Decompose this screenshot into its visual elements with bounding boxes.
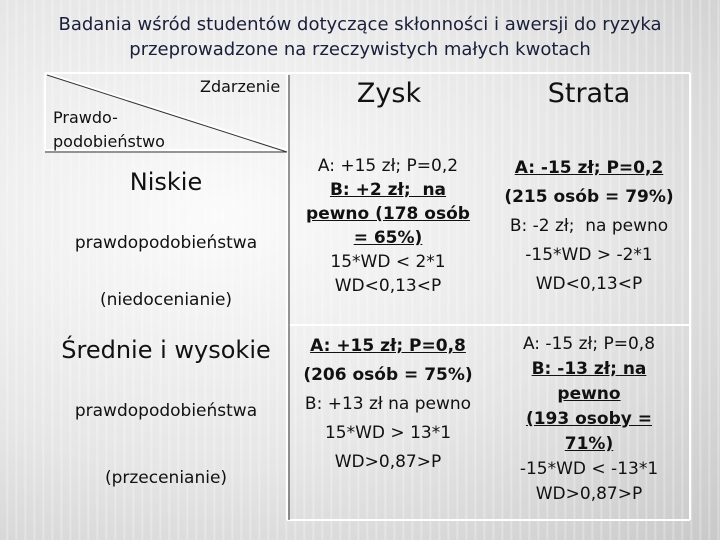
cell-line: WD<0,13<P — [535, 274, 643, 294]
column-header-loss: Strata — [547, 78, 631, 109]
cell-line: B: -13 zł; na — [531, 359, 647, 379]
cell-line: A: -15 zł; P=0,8 — [522, 334, 656, 354]
probability-header-label — [53, 106, 165, 154]
cell-line: WD>0,87>P — [334, 452, 442, 472]
cell-line: (215 osób = 79%) — [504, 187, 674, 207]
probability-header-line-2: podobieństwo — [53, 132, 165, 151]
cell-line: A: -15 zł; P=0,2 — [514, 158, 664, 178]
cell-line: B: -2 zł; na pewno — [509, 216, 669, 236]
row-low-label-sub: prawdopodobieństwa — [74, 233, 258, 253]
title-line-2: przeprowadzone na rzeczywistych małych kwotach — [129, 39, 591, 60]
cell-line: A: +15 zł; P=0,2 — [317, 156, 459, 176]
slide-title — [0, 12, 720, 62]
cell-line: -15*WD > -2*1 — [525, 245, 653, 265]
cell-line: 15*WD < 2*1 — [330, 252, 446, 272]
row-high-label-sub: prawdopodobieństwa — [74, 401, 258, 421]
probability-header-line-1: Prawdo- — [53, 108, 118, 127]
cell-line: pewno — [557, 384, 621, 404]
cell-line: A: +15 zł; P=0,8 — [310, 336, 466, 356]
cell-line: 15*WD > 13*1 — [324, 423, 452, 443]
cell-low-gain — [289, 154, 487, 298]
cell-line: B: +2 zł; na — [329, 180, 447, 200]
cell-high-gain — [289, 332, 487, 477]
cell-line: pewno (178 osób — [306, 204, 470, 224]
column-header-gain: Zysk — [356, 78, 422, 109]
row-low-label-main: Niskie — [129, 168, 203, 196]
row-high-label-main: Średnie i wysokie — [61, 336, 271, 364]
cell-line: WD>0,87>P — [535, 484, 643, 504]
cell-line: (193 osoby = — [525, 409, 653, 429]
row-low-label-note: (niedocenianie) — [99, 290, 233, 310]
cell-line: WD<0,13<P — [334, 276, 442, 296]
cell-line: (206 osób = 75%) — [303, 365, 473, 385]
title-line-1: Badania wśród studentów dotyczące skłonności i awersji do ryzyka — [58, 14, 662, 35]
cell-line: 71%) — [564, 434, 614, 454]
cell-high-loss — [489, 332, 689, 507]
cell-low-loss — [489, 154, 689, 299]
row-high-label-note: (przecenianie) — [104, 468, 228, 488]
event-header-label: Zdarzenie — [200, 77, 281, 96]
cell-line: = 65%) — [353, 228, 423, 248]
cell-line: -15*WD < -13*1 — [519, 459, 659, 479]
cell-line: B: +13 zł na pewno — [304, 394, 472, 414]
